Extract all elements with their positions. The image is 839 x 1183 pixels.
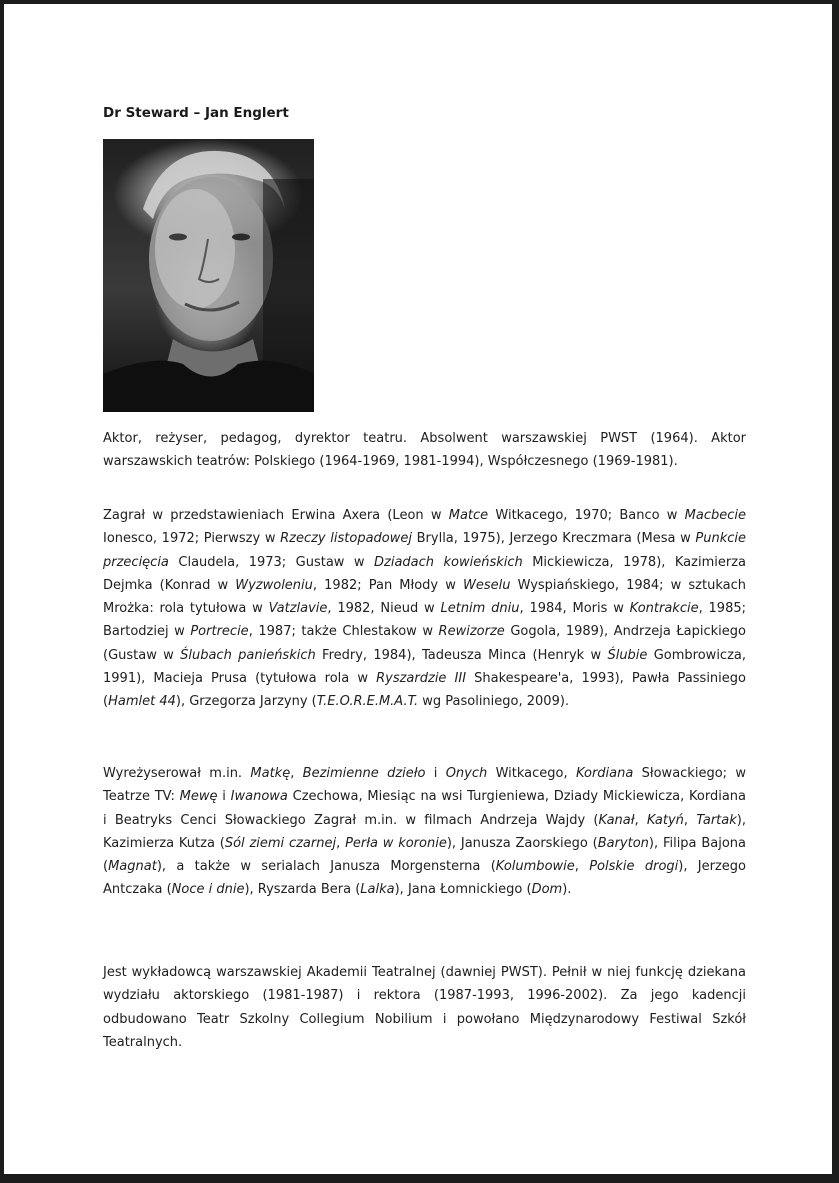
italic-title-text: Kolumbowie (495, 859, 575, 875)
italic-title-text: Mewę (179, 789, 218, 805)
italic-title-text: Polskie drogi (589, 859, 679, 875)
italic-title-text: Vatzlavie (268, 601, 328, 617)
italic-title-text: Hamlet 44 (108, 694, 176, 710)
body-text: ), Grzegorza Jarzyny ( (175, 694, 317, 710)
body-text: ), Jerzego Antczaka ( (103, 859, 746, 898)
italic-title-text: Kanał (598, 812, 635, 828)
italic-title-text: Ryszardzie III (376, 671, 467, 687)
italic-title-text: Onych (445, 766, 488, 781)
body-text: , (290, 766, 303, 781)
italic-title-text: Noce i dnie (171, 882, 245, 898)
italic-title-text: Wyzwoleniu (235, 577, 313, 593)
document-page (4, 4, 832, 1174)
body-text: , (574, 859, 590, 875)
italic-title-text: T.E.O.R.E.M.A.T. (316, 694, 419, 710)
body-text: Zagrał w przedstawieniach Erwina Axera (Leon w (103, 508, 449, 523)
italic-title-text: Tartak (696, 812, 737, 828)
italic-title-text: Kontrakcie (629, 601, 699, 617)
italic-title-text: Sól ziemi czarnej (224, 835, 337, 851)
body-text: Wyspiańskiego, 1984; w sztukach Mrożka: rola tytułowa w (103, 577, 746, 617)
body-text: Witkacego, 1970; Banco w (488, 508, 685, 523)
portrait-image (103, 139, 314, 412)
italic-title-text: Magnat (108, 859, 157, 875)
body-text: , (634, 812, 647, 828)
italic-title-text: Matce (448, 508, 489, 523)
body-text: , 1984, Moris w (519, 601, 630, 617)
body-text: ), Filipa Bajona ( (103, 835, 746, 875)
italic-title-text: Dom (531, 882, 563, 898)
body-text: Shakespeare'a, 1993), Pawła Passiniego ( (103, 671, 746, 710)
paragraph-intro (103, 427, 746, 474)
paragraph-directing-films (103, 762, 746, 902)
italic-title-text: Dziadach kowieńskich (374, 554, 523, 570)
paragraph-academy (103, 961, 746, 1054)
body-text: Jest wykładowcą warszawskiej Akademii Teatralnej (dawniej PWST). Pełnił w niej funkcję dziekana wydziału aktorskiego (1981-1987) i rektora (1987-1993, 1996-2002). Za jego kadencji odbudowano Teatr Szkolny Collegium Nobilium i powołano Międzynarodowy Festiwal Szkół Teatralnych. (103, 965, 746, 1050)
body-text: Czechowa, Miesiąc na wsi Turgieniewa, Dziady Mickiewicza, Kordiana i Beatryks Cenci Słowackiego Zagrał m.in. w filmach Andrzeja Wajdy ( (103, 789, 746, 828)
body-text: , 1987; także Chlestakow w (248, 624, 439, 640)
italic-title-text: Perła w koronie (345, 835, 447, 851)
body-text: ), Kazimierza Kutza ( (103, 812, 746, 851)
body-text: Witkacego, (487, 766, 576, 781)
italic-title-text: Ślubach panieńskich (180, 647, 316, 663)
body-text: Gogola, 1989), Andrzeja Łapickiego (Gustaw w (103, 624, 746, 663)
italic-title-text: Portrecie (190, 624, 249, 640)
italic-title-text: Ślubie (607, 647, 648, 663)
page-title: Dr Steward – Jan Englert (103, 105, 289, 121)
body-text: ). (562, 882, 572, 898)
body-text: , 1985; Bartodziej w (103, 601, 747, 640)
body-text: Wyreżyserował m.in. (103, 766, 251, 781)
italic-title-text: Weselu (462, 577, 511, 593)
body-text: ), Jana Łomnickiego ( (394, 882, 532, 898)
body-text: wg Pasoliniego, 2009). (418, 694, 570, 710)
body-text: , 1982, Nieud w (327, 601, 441, 617)
italic-title-text: Katyń (646, 812, 684, 828)
italic-title-text: Punkcie przecięcia (103, 531, 746, 570)
paragraph-acting-roles (103, 504, 746, 714)
italic-title-text: Bezimienne dzieło (302, 766, 426, 781)
body-text: , (683, 812, 697, 828)
italic-title-text: Lalka (360, 882, 395, 898)
body-text: Claudela, 1973; Gustaw w (168, 554, 374, 570)
italic-title-text: Macbecie (684, 508, 747, 523)
body-text: , 1982; Pan Młody w (312, 577, 463, 593)
italic-title-text: Rzeczy listopadowej (280, 531, 412, 547)
italic-title-text: Baryton (597, 835, 649, 851)
body-text: i (425, 766, 446, 781)
body-text: Ionesco, 1972; Pierwszy w (103, 531, 281, 547)
italic-title-text: Kordiana (575, 766, 634, 781)
body-text: ), Janusza Zaorskiego ( (446, 835, 598, 851)
body-text: Brylla, 1975), Jerzego Kreczmara (Mesa w (411, 531, 696, 547)
body-text: Aktor, reżyser, pedagog, dyrektor teatru. Absolwent warszawskiej PWST (1964). Aktor warszawskich teatrów: Polskiego (1964-1969, 1981-1994), Współczesnego (1969-1981). (103, 431, 746, 470)
body-text: Mickiewicza, 1978), Kazimierza Dejmka (Konrad w (103, 554, 746, 593)
body-text: ), Ryszarda Bera ( (244, 882, 361, 898)
italic-title-text: Iwanowa (230, 789, 288, 805)
body-text: ), a także w serialach Janusza Morgensterna ( (156, 859, 496, 875)
italic-title-text: Letnim dniu (440, 601, 520, 617)
body-text: Słowackiego; w Teatrze TV: (103, 766, 746, 805)
body-text: Fredry, 1984), Tadeusza Minca (Henryk w (315, 647, 608, 663)
italic-title-text: Rewizorze (438, 624, 505, 640)
italic-title-text: Matkę (250, 766, 291, 781)
portrait-photo (103, 139, 314, 412)
body-text: Gombrowicza, 1991), Macieja Prusa (tytułowa rola w (103, 647, 746, 687)
body-text: , (336, 835, 346, 851)
body-text: i (217, 789, 231, 805)
